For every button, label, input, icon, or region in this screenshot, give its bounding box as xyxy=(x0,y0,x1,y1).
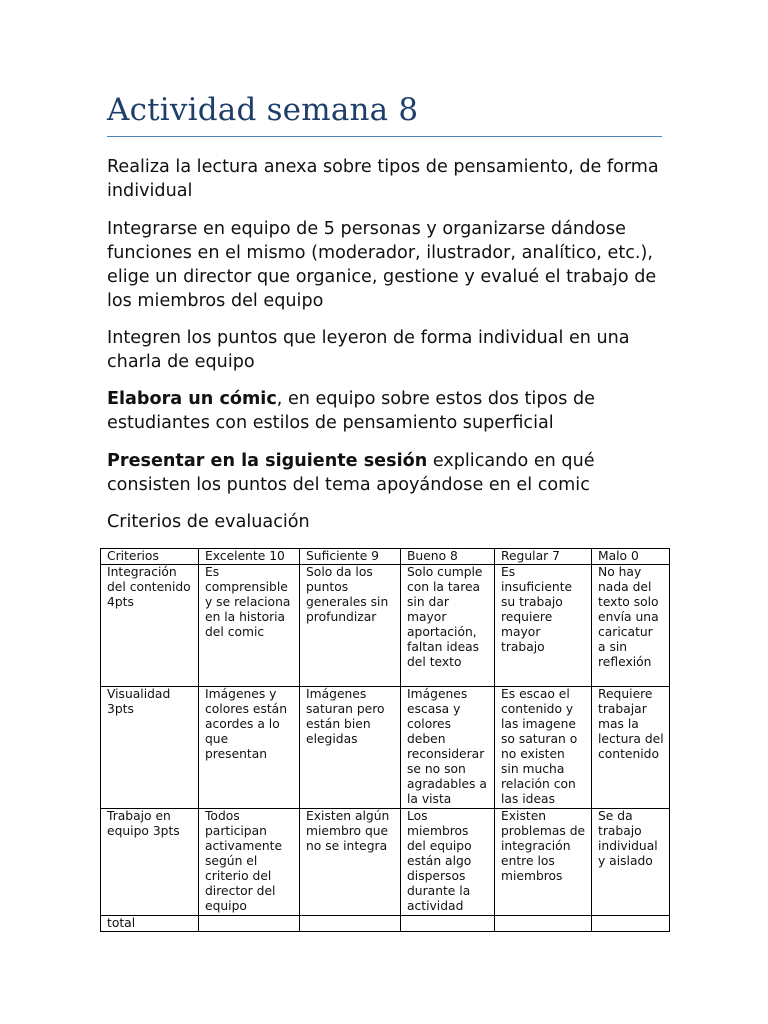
table-cell: No hay nada del texto solo envía una caricatur a sin reflexión xyxy=(592,565,670,687)
table-cell: Se da trabajo individual y aislado xyxy=(592,809,670,916)
table-cell: Existen problemas de integración entre los miembros xyxy=(495,809,592,916)
total-cell xyxy=(592,916,670,932)
table-cell: Los miembros del equipo están algo dispersos durante la actividad xyxy=(401,809,495,916)
table-cell: Es comprensible y se relaciona en la historia del comic xyxy=(199,565,300,687)
instruction-reading: Realiza la lectura anexa sobre tipos de pensamiento, de forma individual xyxy=(107,157,659,201)
table-cell: Imágenes escasa y colores deben reconsiderar se no son agradables a la vista xyxy=(401,687,495,809)
total-cell xyxy=(495,916,592,932)
instruction-team: Integrarse en equipo de 5 personas y organizarse dándose funciones en el mismo (moderador, ilustrador, analítico, etc.), elige un director que organice, gestione y evalué el trabajo de los miembros del equipo xyxy=(107,219,657,311)
table-cell: Imágenes y colores están acordes a lo que presentan xyxy=(199,687,300,809)
table-cell: Visualidad 3pts xyxy=(101,687,199,809)
header-cell: Suficiente 9 xyxy=(300,549,401,565)
table-cell: Trabajo en equipo 3pts xyxy=(101,809,199,916)
header-cell: Regular 7 xyxy=(495,549,592,565)
instruction-comic xyxy=(107,387,667,435)
evaluation-rubric-table xyxy=(100,548,670,932)
table-cell: Imágenes saturan pero están bien elegidas xyxy=(300,687,401,809)
table-cell: Requiere trabajar mas la lectura del contenido xyxy=(592,687,670,809)
header-cell: Malo 0 xyxy=(592,549,670,565)
total-cell xyxy=(199,916,300,932)
table-cell: Solo cumple con la tarea sin dar mayor aportación, faltan ideas del texto xyxy=(401,565,495,687)
table-cell: Es escao el contenido y las imagene so saturan o no existen sin mucha relación con las ideas xyxy=(495,687,592,809)
table-cell: Es insuficiente su trabajo requiere mayor trabajo xyxy=(495,565,592,687)
instruction-present xyxy=(107,449,667,497)
instruction-comic-bold: Elabora un cómic xyxy=(107,389,277,409)
instruction-present-text: explicando en qué consisten los puntos del tema apoyándose en el comic xyxy=(107,451,595,495)
header-cell: Criterios xyxy=(101,549,199,565)
instruction-comic-text: , en equipo sobre estos dos tipos de estudiantes con estilos de pensamiento superficial xyxy=(107,389,596,433)
table-cell: Integración del contenido 4pts xyxy=(101,565,199,687)
header-cell: Excelente 10 xyxy=(199,549,300,565)
table-row xyxy=(101,687,670,809)
total-cell xyxy=(300,916,401,932)
table-total-row xyxy=(101,916,670,932)
instruction-present-bold: Presentar en la siguiente sesión xyxy=(107,451,428,471)
title-underline xyxy=(107,136,662,137)
table-cell: Todos participan activamente según el criterio del director del equipo xyxy=(199,809,300,916)
total-label: total xyxy=(101,916,199,932)
table-cell: Existen algún miembro que no se integra xyxy=(300,809,401,916)
total-cell xyxy=(401,916,495,932)
table-row xyxy=(101,809,670,916)
table-header-row xyxy=(101,549,670,565)
table-row xyxy=(101,565,670,687)
page-title: Actividad semana 8 xyxy=(107,92,419,128)
table-cell: Solo da los puntos generales sin profundizar xyxy=(300,565,401,687)
instruction-integrate: Integren los puntos que leyeron de forma individual en una charla de equipo xyxy=(107,328,630,372)
header-cell: Bueno 8 xyxy=(401,549,495,565)
criteria-heading: Criterios de evaluación xyxy=(107,512,310,532)
